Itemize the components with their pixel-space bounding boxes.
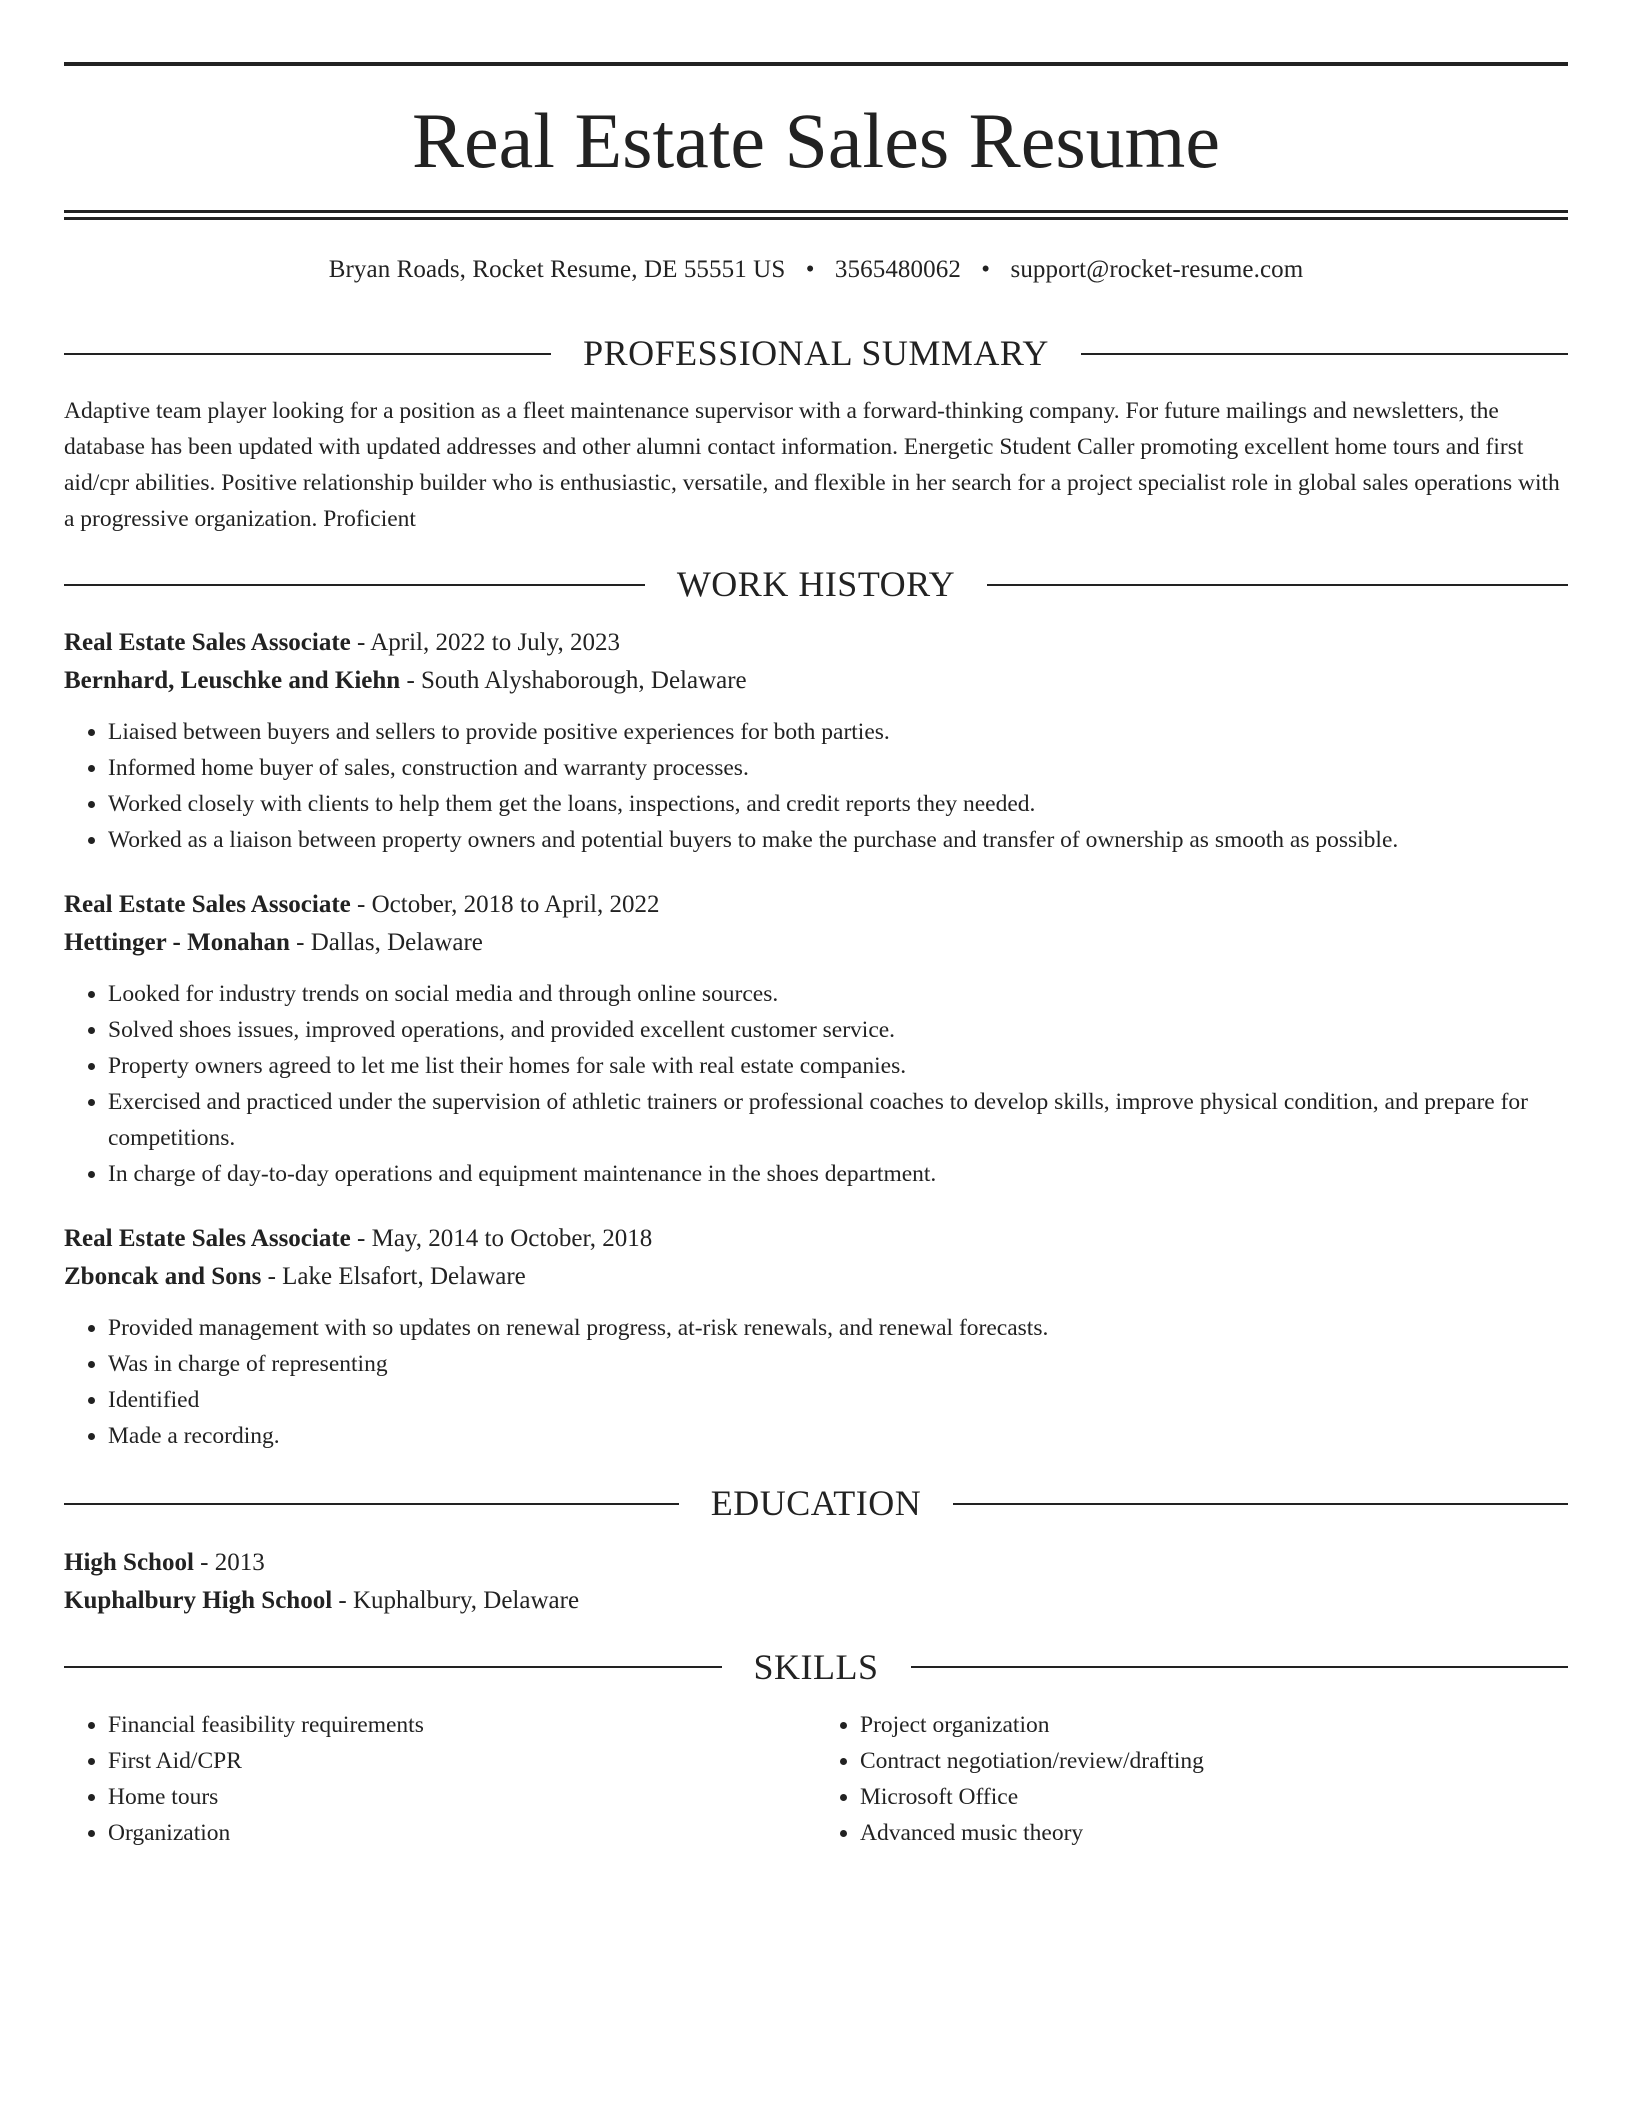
job-company: Bernhard, Leuschke and Kiehn — [64, 667, 401, 695]
skill-item: • Project organization — [860, 1707, 1568, 1743]
heading-rule — [953, 1503, 1568, 1505]
job-company-line — [64, 1258, 1568, 1296]
job-bullet: • In charge of day-to-day operations and equipment maintenance in the shoes department. — [108, 1156, 1568, 1192]
heading-rule — [64, 584, 645, 586]
job-bullet: • Solved shoes issues, improved operations, and provided excellent customer service. — [108, 1012, 1568, 1048]
job-company: Hettinger - Monahan — [64, 929, 290, 957]
education-location: - Kuphalbury, Delaware — [332, 1586, 580, 1614]
page-title: Real Estate Sales Resume — [412, 97, 1220, 184]
title-double-rule — [64, 210, 1568, 220]
education-degree-line — [64, 1544, 1568, 1582]
job-title: Real Estate Sales Associate — [64, 1225, 351, 1253]
job-location: - Dallas, Delaware — [289, 929, 483, 957]
education-year: - 2013 — [193, 1548, 265, 1576]
contact-address: Bryan Roads, Rocket Resume, DE 55551 US — [328, 256, 786, 283]
job-bullet: • Worked closely with clients to help them get the loans, inspections, and credit reports they needed. — [108, 786, 1568, 822]
job-title-line — [64, 886, 1568, 924]
education-school: Kuphalbury High School — [64, 1586, 333, 1614]
section-heading-education — [64, 1482, 1568, 1525]
section-heading-label: WORK HISTORY — [676, 564, 956, 605]
contact-phone: 3565480062 — [834, 256, 961, 283]
heading-rule — [64, 1666, 722, 1668]
job-bullet: • Property owners agreed to let me list their homes for sale with real estate companies. — [108, 1048, 1568, 1084]
job-bullet: • Provided management with so updates on renewal progress, at-risk renewals, and renewal forecasts. — [108, 1310, 1568, 1346]
section-heading-label: SKILLS — [753, 1646, 879, 1687]
job-dates: - April, 2022 to July, 2023 — [350, 629, 620, 657]
contact-separator: • — [981, 256, 991, 283]
summary-text: Adaptive team player looking for a position as a fleet maintenance supervisor with a forward-thinking company. For future mailings and newsletters, the database has been updated with updated addresses and other alumni contact information. Energetic Student Caller promoting excellent home tours and first aid/cpr abilities. Positive relationship builder who is enthusiastic, versatile, and flexible in her search for a project specialist role in global sales operations with a progressive organization. Proficient — [64, 398, 1560, 533]
job-location: - South Alyshaborough, Delaware — [400, 667, 747, 695]
job-bullet: • Was in charge of representing — [108, 1346, 1568, 1382]
job-title-line — [64, 1220, 1568, 1258]
skill-item: • Microsoft Office — [860, 1779, 1568, 1815]
heading-rule — [1081, 353, 1568, 355]
contact-line — [64, 256, 1568, 284]
job-entry — [64, 886, 1568, 1192]
job-bullets — [64, 714, 1568, 858]
job-dates: - October, 2018 to April, 2022 — [350, 891, 660, 919]
job-entry — [64, 624, 1568, 858]
job-location: - Lake Elsafort, Delaware — [261, 1263, 526, 1291]
heading-rule — [64, 353, 551, 355]
top-rule — [64, 62, 1568, 66]
job-company: Zboncak and Sons — [64, 1263, 262, 1291]
skill-item: • Contract negotiation/review/drafting — [860, 1743, 1568, 1779]
job-bullet: • Informed home buyer of sales, construction and warranty processes. — [108, 750, 1568, 786]
section-heading-label: PROFESSIONAL SUMMARY — [583, 333, 1049, 373]
skill-item: • Financial feasibility requirements — [108, 1707, 816, 1743]
education-school-line — [64, 1582, 1568, 1620]
job-title: Real Estate Sales Associate — [64, 629, 351, 657]
job-bullet: • Liaised between buyers and sellers to provide positive experiences for both parties. — [108, 714, 1568, 750]
contact-separator: • — [805, 256, 815, 283]
contact-email: support@rocket-resume.com — [1010, 256, 1304, 283]
job-bullet: • Looked for industry trends on social media and through online sources. — [108, 976, 1568, 1012]
job-company-line — [64, 924, 1568, 962]
skills-column-right — [816, 1707, 1568, 1851]
job-bullet: • Exercised and practiced under the supervision of athletic trainers or professional coaches to develop skills, improve physical condition, and prepare for competitions. — [108, 1084, 1568, 1156]
section-heading-summary — [64, 332, 1568, 375]
job-bullet: • Made a recording. — [108, 1418, 1568, 1454]
education-degree: High School — [64, 1548, 194, 1576]
skills-column-left — [64, 1707, 816, 1851]
section-heading-work — [64, 563, 1568, 606]
heading-rule — [911, 1666, 1569, 1668]
heading-rule — [64, 1503, 679, 1505]
skill-item: • Home tours — [108, 1779, 816, 1815]
education-entry — [64, 1544, 1568, 1620]
resume-page — [64, 0, 1568, 1851]
section-heading-label: EDUCATION — [710, 1483, 922, 1524]
skill-item: • Organization — [108, 1815, 816, 1851]
section-heading-skills — [64, 1646, 1568, 1689]
job-title-line — [64, 624, 1568, 662]
job-title: Real Estate Sales Associate — [64, 891, 351, 919]
job-bullets — [64, 1310, 1568, 1454]
job-bullets — [64, 976, 1568, 1192]
heading-rule — [987, 584, 1568, 586]
job-dates: - May, 2014 to October, 2018 — [350, 1225, 653, 1253]
skill-item: • First Aid/CPR — [108, 1743, 816, 1779]
job-bullet: • Identified — [108, 1382, 1568, 1418]
job-company-line — [64, 662, 1568, 700]
skill-item: • Advanced music theory — [860, 1815, 1568, 1851]
job-entry — [64, 1220, 1568, 1454]
skills-list — [64, 1707, 1568, 1851]
job-bullet: • Worked as a liaison between property owners and potential buyers to make the purchase and transfer of ownership as smooth as possible. — [108, 822, 1568, 858]
